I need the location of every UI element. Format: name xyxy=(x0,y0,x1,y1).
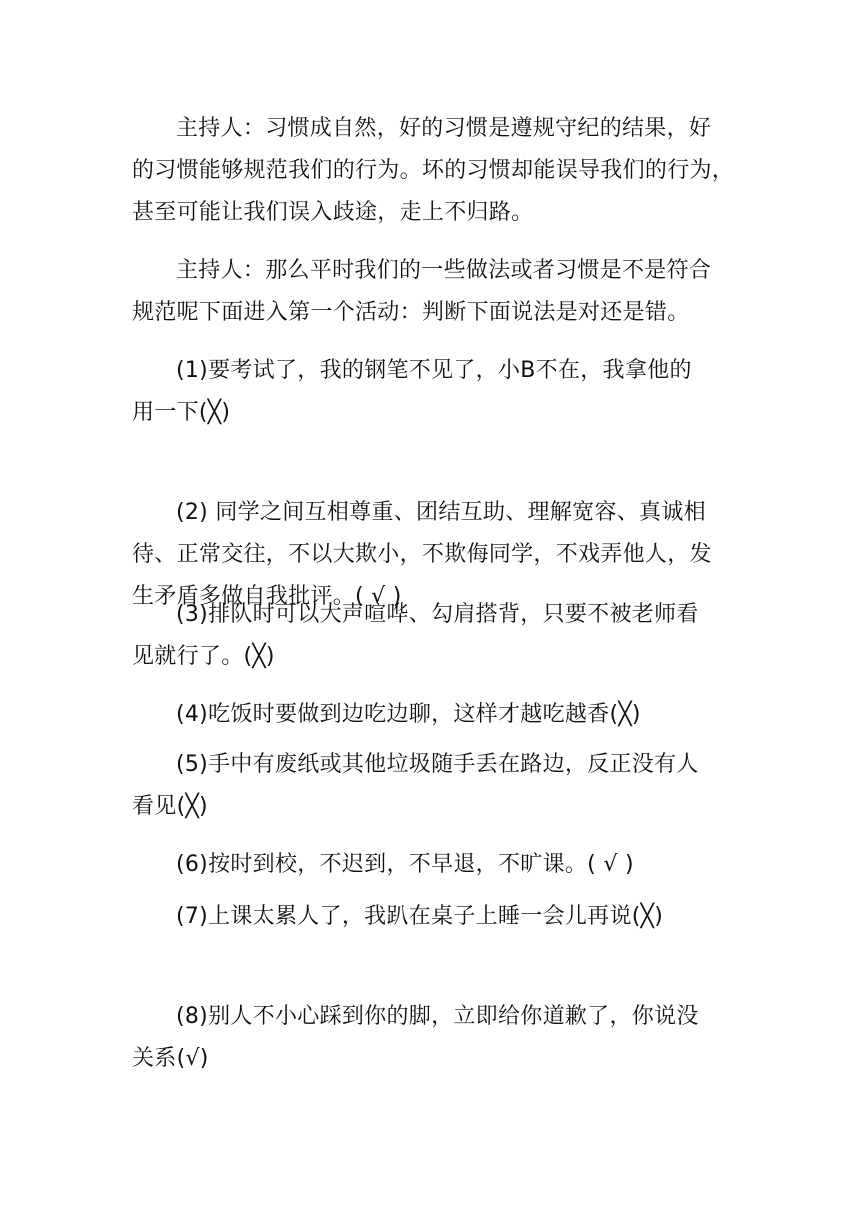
text-line: (4)吃饭时要做到边吃边聊，这样才越吃越香(╳) xyxy=(176,702,641,727)
text-line: (8)别人不小心踩到你的脚，立即给你道歉了，你说没 xyxy=(176,1004,699,1029)
text-line: (5)手中有废纸或其他垃圾随手丢在路边，反正没有人 xyxy=(176,752,699,777)
text-line: (1)要考试了，我的钢笔不见了，小B不在，我拿他的 xyxy=(176,358,692,383)
text-line: 的习惯能够规范我们的行为。坏的习惯却能误导我们的行为， xyxy=(132,158,735,183)
item-8 xyxy=(132,996,744,1080)
item-3 xyxy=(132,594,744,678)
text-line: 看见(╳) xyxy=(132,794,208,819)
text-line: (7)上课太累人了，我趴在桌子上睡一会儿再说(╳) xyxy=(176,904,664,929)
text-line: 关系(√) xyxy=(132,1046,209,1071)
item-4 xyxy=(132,694,744,736)
item-5 xyxy=(132,744,744,828)
text-line: 主持人：习惯成自然，好的习惯是遵规守纪的结果，好 xyxy=(176,116,712,141)
text-line: 生矛盾多做自我批评。( √ ) xyxy=(132,584,402,609)
paragraph-host-activity xyxy=(132,250,744,334)
text-line: 用一下(╳) xyxy=(132,400,231,425)
text-line: 甚至可能让我们误入歧途，走上不归路。 xyxy=(132,200,534,225)
text-line: 主持人：那么平时我们的一些做法或者习惯是不是符合 xyxy=(176,258,712,283)
text-line: (3)排队时可以大声喧哗、勾肩搭背，只要不被老师看 xyxy=(176,602,699,627)
text-line: 待、正常交往，不以大欺小，不欺侮同学，不戏弄他人，发 xyxy=(132,542,712,567)
text-line: 规范呢下面进入第一个活动：判断下面说法是对还是错。 xyxy=(132,300,690,325)
item-1 xyxy=(132,350,744,434)
paragraph-host-intro xyxy=(132,108,744,234)
text-line: 见就行了。(╳) xyxy=(132,644,275,669)
text-line: (2) 同学之间互相尊重、团结互助、理解宽容、真诚相 xyxy=(176,500,706,525)
item-6 xyxy=(132,844,744,886)
text-line: (6)按时到校，不迟到，不早退，不旷课。( √ ) xyxy=(176,852,634,877)
item-7 xyxy=(132,896,744,938)
